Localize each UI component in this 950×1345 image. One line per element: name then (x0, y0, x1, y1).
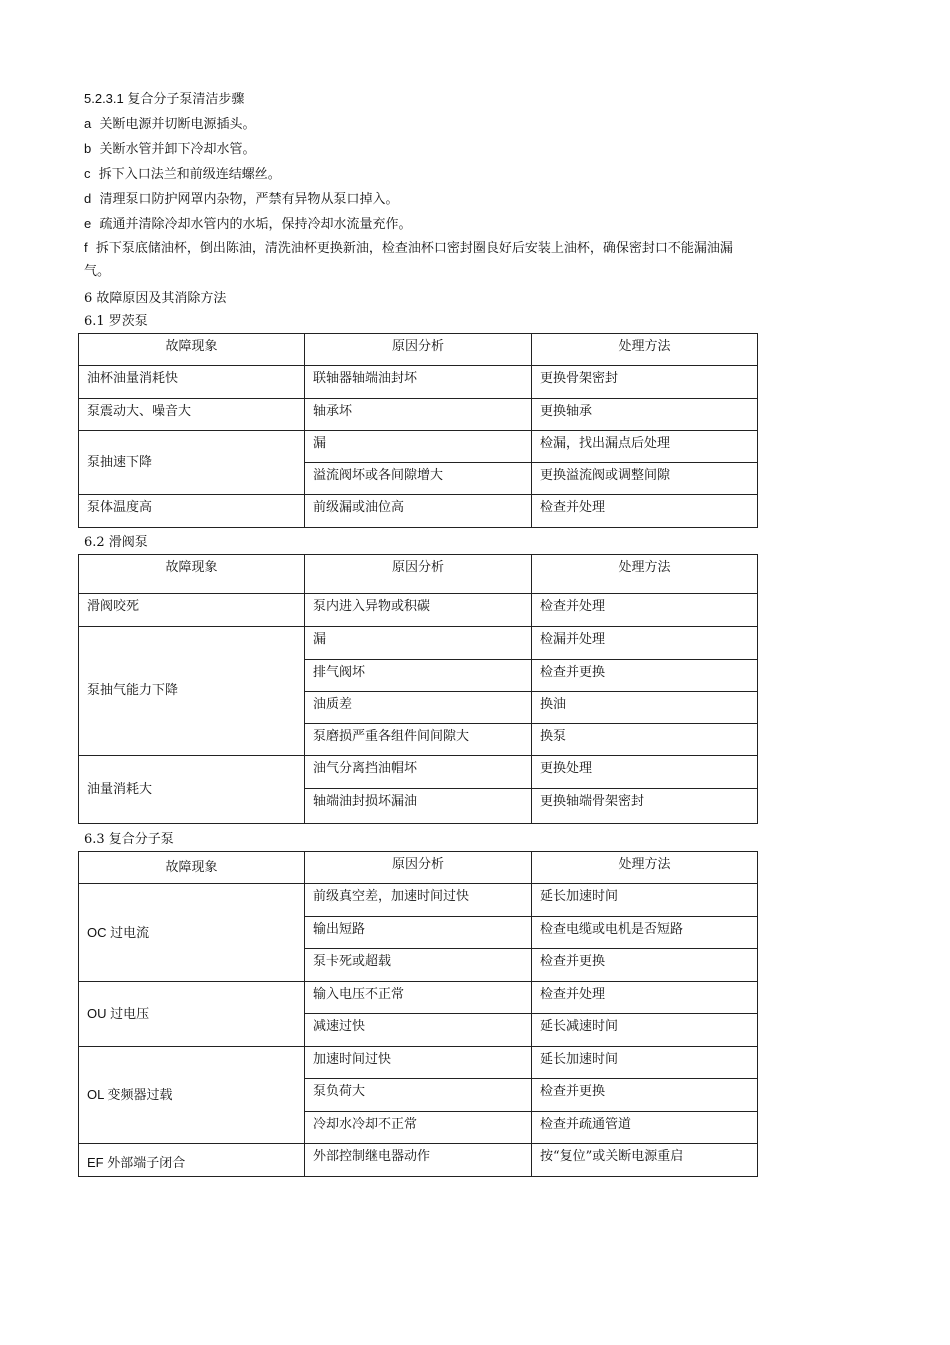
cause-cell: 轴端油封损坏漏油 (305, 789, 532, 824)
header-cause: 原因分析 (305, 555, 532, 594)
fix-cell: 检查并处理 (532, 594, 758, 627)
symptom-cell: OL 变频器过载 (79, 1047, 305, 1144)
header-cause: 原因分析 (305, 852, 532, 884)
cleaning-step-e (84, 211, 756, 236)
fix-cell: 检查电缆或电机是否短路 (532, 917, 758, 949)
step-mark: a (84, 116, 92, 131)
table-row (79, 495, 758, 528)
header-fix: 处理方法 (532, 334, 758, 366)
table-header-row (79, 555, 758, 594)
slide-heading: 6.2 滑阀泵 (84, 535, 148, 550)
roots-fault-table (78, 333, 758, 528)
symptom-cell: 滑阀咬死 (79, 594, 305, 627)
fix-cell: 更换溢流阀或调整间隙 (532, 463, 758, 495)
symptom-cell: 油杯油量消耗快 (79, 366, 305, 399)
cause-cell: 外部控制继电器动作 (305, 1144, 532, 1177)
table-row (79, 884, 758, 917)
table-row (79, 982, 758, 1014)
fix-cell: 延长减速时间 (532, 1014, 758, 1047)
cause-cell: 冷却水冷却不正常 (305, 1112, 532, 1144)
header-symptom: 故障现象 (79, 852, 305, 884)
header-symptom: 故障现象 (79, 555, 305, 594)
table-header-row (79, 852, 758, 884)
section-title: 6 故障原因及其消除方法 (84, 291, 227, 306)
header-fix: 处理方法 (532, 852, 758, 884)
table-row (79, 1144, 758, 1177)
symptom-cell: EF 外部端子闭合 (79, 1144, 305, 1177)
molecular-pump-fault-table (78, 851, 758, 1177)
cause-cell: 油气分离挡油帽坏 (305, 756, 532, 789)
fix-cell: 换油 (532, 692, 758, 724)
fix-cell: 检查并疏通管道 (532, 1112, 758, 1144)
fix-cell: 检查并更换 (532, 1079, 758, 1112)
slide-valve-fault-table (78, 554, 758, 824)
step-mark: c (84, 166, 91, 181)
fix-cell: 换泵 (532, 724, 758, 756)
header-symptom: 故障现象 (79, 334, 305, 366)
step-text: 关断水管并卸下冷却水管。 (99, 142, 256, 157)
fix-cell: 延长加速时间 (532, 884, 758, 917)
cause-cell: 漏 (305, 431, 532, 463)
fix-cell: 检漏，找出漏点后处理 (532, 431, 758, 463)
fix-cell: 检查并处理 (532, 982, 758, 1014)
document-page (84, 86, 756, 1177)
cause-cell: 泵负荷大 (305, 1079, 532, 1112)
table-row (79, 431, 758, 463)
fix-cell: 按“复位”或关断电源重启 (532, 1144, 758, 1177)
cleaning-step-c (84, 161, 756, 186)
step-mark: b (84, 141, 92, 156)
cause-cell: 输出短路 (305, 917, 532, 949)
cause-cell: 轴承坏 (305, 399, 532, 431)
table-header-row (79, 334, 758, 366)
fix-cell: 更换处理 (532, 756, 758, 789)
cause-cell: 排气阀坏 (305, 660, 532, 692)
step-mark: d (84, 191, 92, 206)
fix-cell: 检漏并处理 (532, 627, 758, 660)
cause-cell: 漏 (305, 627, 532, 660)
table-row (79, 366, 758, 399)
cause-cell: 泵磨损严重各组件间间隙大 (305, 724, 532, 756)
table-row (79, 627, 758, 660)
table-row (79, 399, 758, 431)
cleaning-step-a (84, 111, 756, 136)
header-cause: 原因分析 (305, 334, 532, 366)
cleaning-step-d (84, 186, 756, 211)
step-text: 疏通并清除冷却水管内的水垢，保持冷却水流量充作。 (99, 217, 412, 232)
symptom-cell: 泵体温度高 (79, 495, 305, 528)
cause-cell: 前级真空差，加速时间过快 (305, 884, 532, 917)
molecular-heading: 6.3 复合分子泵 (84, 832, 174, 847)
step-mark: e (84, 216, 92, 231)
fix-cell: 更换轴承 (532, 399, 758, 431)
table-row (79, 594, 758, 627)
cause-cell: 溢流阀坏或各间隙增大 (305, 463, 532, 495)
step-text: 拆下入口法兰和前级连结螺丝。 (98, 167, 281, 182)
cause-cell: 前级漏或油位高 (305, 495, 532, 528)
cleaning-step-f (84, 236, 756, 283)
fix-cell: 检查并更换 (532, 660, 758, 692)
symptom-cell: 油量消耗大 (79, 756, 305, 824)
fix-cell: 延长加速时间 (532, 1047, 758, 1079)
symptom-cell: 泵抽速下降 (79, 431, 305, 495)
step-text: 清理泵口防护网罩内杂物，严禁有异物从泵口掉入。 (99, 192, 399, 207)
symptom-cell: 泵抽气能力下降 (79, 627, 305, 756)
fix-cell: 更换轴端骨架密封 (532, 789, 758, 824)
cleaning-heading: 5.2.3.1 复合分子泵清洁步骤 (84, 91, 245, 106)
table-row (79, 756, 758, 789)
symptom-cell: OC 过电流 (79, 884, 305, 982)
step-text: 拆下泵底储油杯，倒出陈油，清洗油杯更换新油，检查油杯口密封圈良好后安装上油杯，确保密封口不能漏油漏气。 (84, 241, 733, 279)
fix-cell: 更换骨架密封 (532, 366, 758, 399)
cause-cell: 加速时间过快 (305, 1047, 532, 1079)
cause-cell: 泵内进入异物或积碳 (305, 594, 532, 627)
fix-cell: 检查并处理 (532, 495, 758, 528)
table-row (79, 1047, 758, 1079)
roots-heading: 6.1 罗茨泵 (84, 314, 148, 329)
cause-cell: 输入电压不正常 (305, 982, 532, 1014)
cause-cell: 油质差 (305, 692, 532, 724)
cause-cell: 泵卡死或超载 (305, 949, 532, 982)
cleaning-step-b (84, 136, 756, 161)
fix-cell: 检查并更换 (532, 949, 758, 982)
step-text: 关断电源并切断电源插头。 (99, 117, 256, 132)
step-mark: f (84, 240, 88, 255)
cause-cell: 联轴器轴端油封坏 (305, 366, 532, 399)
symptom-cell: OU 过电压 (79, 982, 305, 1047)
header-fix: 处理方法 (532, 555, 758, 594)
symptom-cell: 泵震动大、噪音大 (79, 399, 305, 431)
cause-cell: 减速过快 (305, 1014, 532, 1047)
